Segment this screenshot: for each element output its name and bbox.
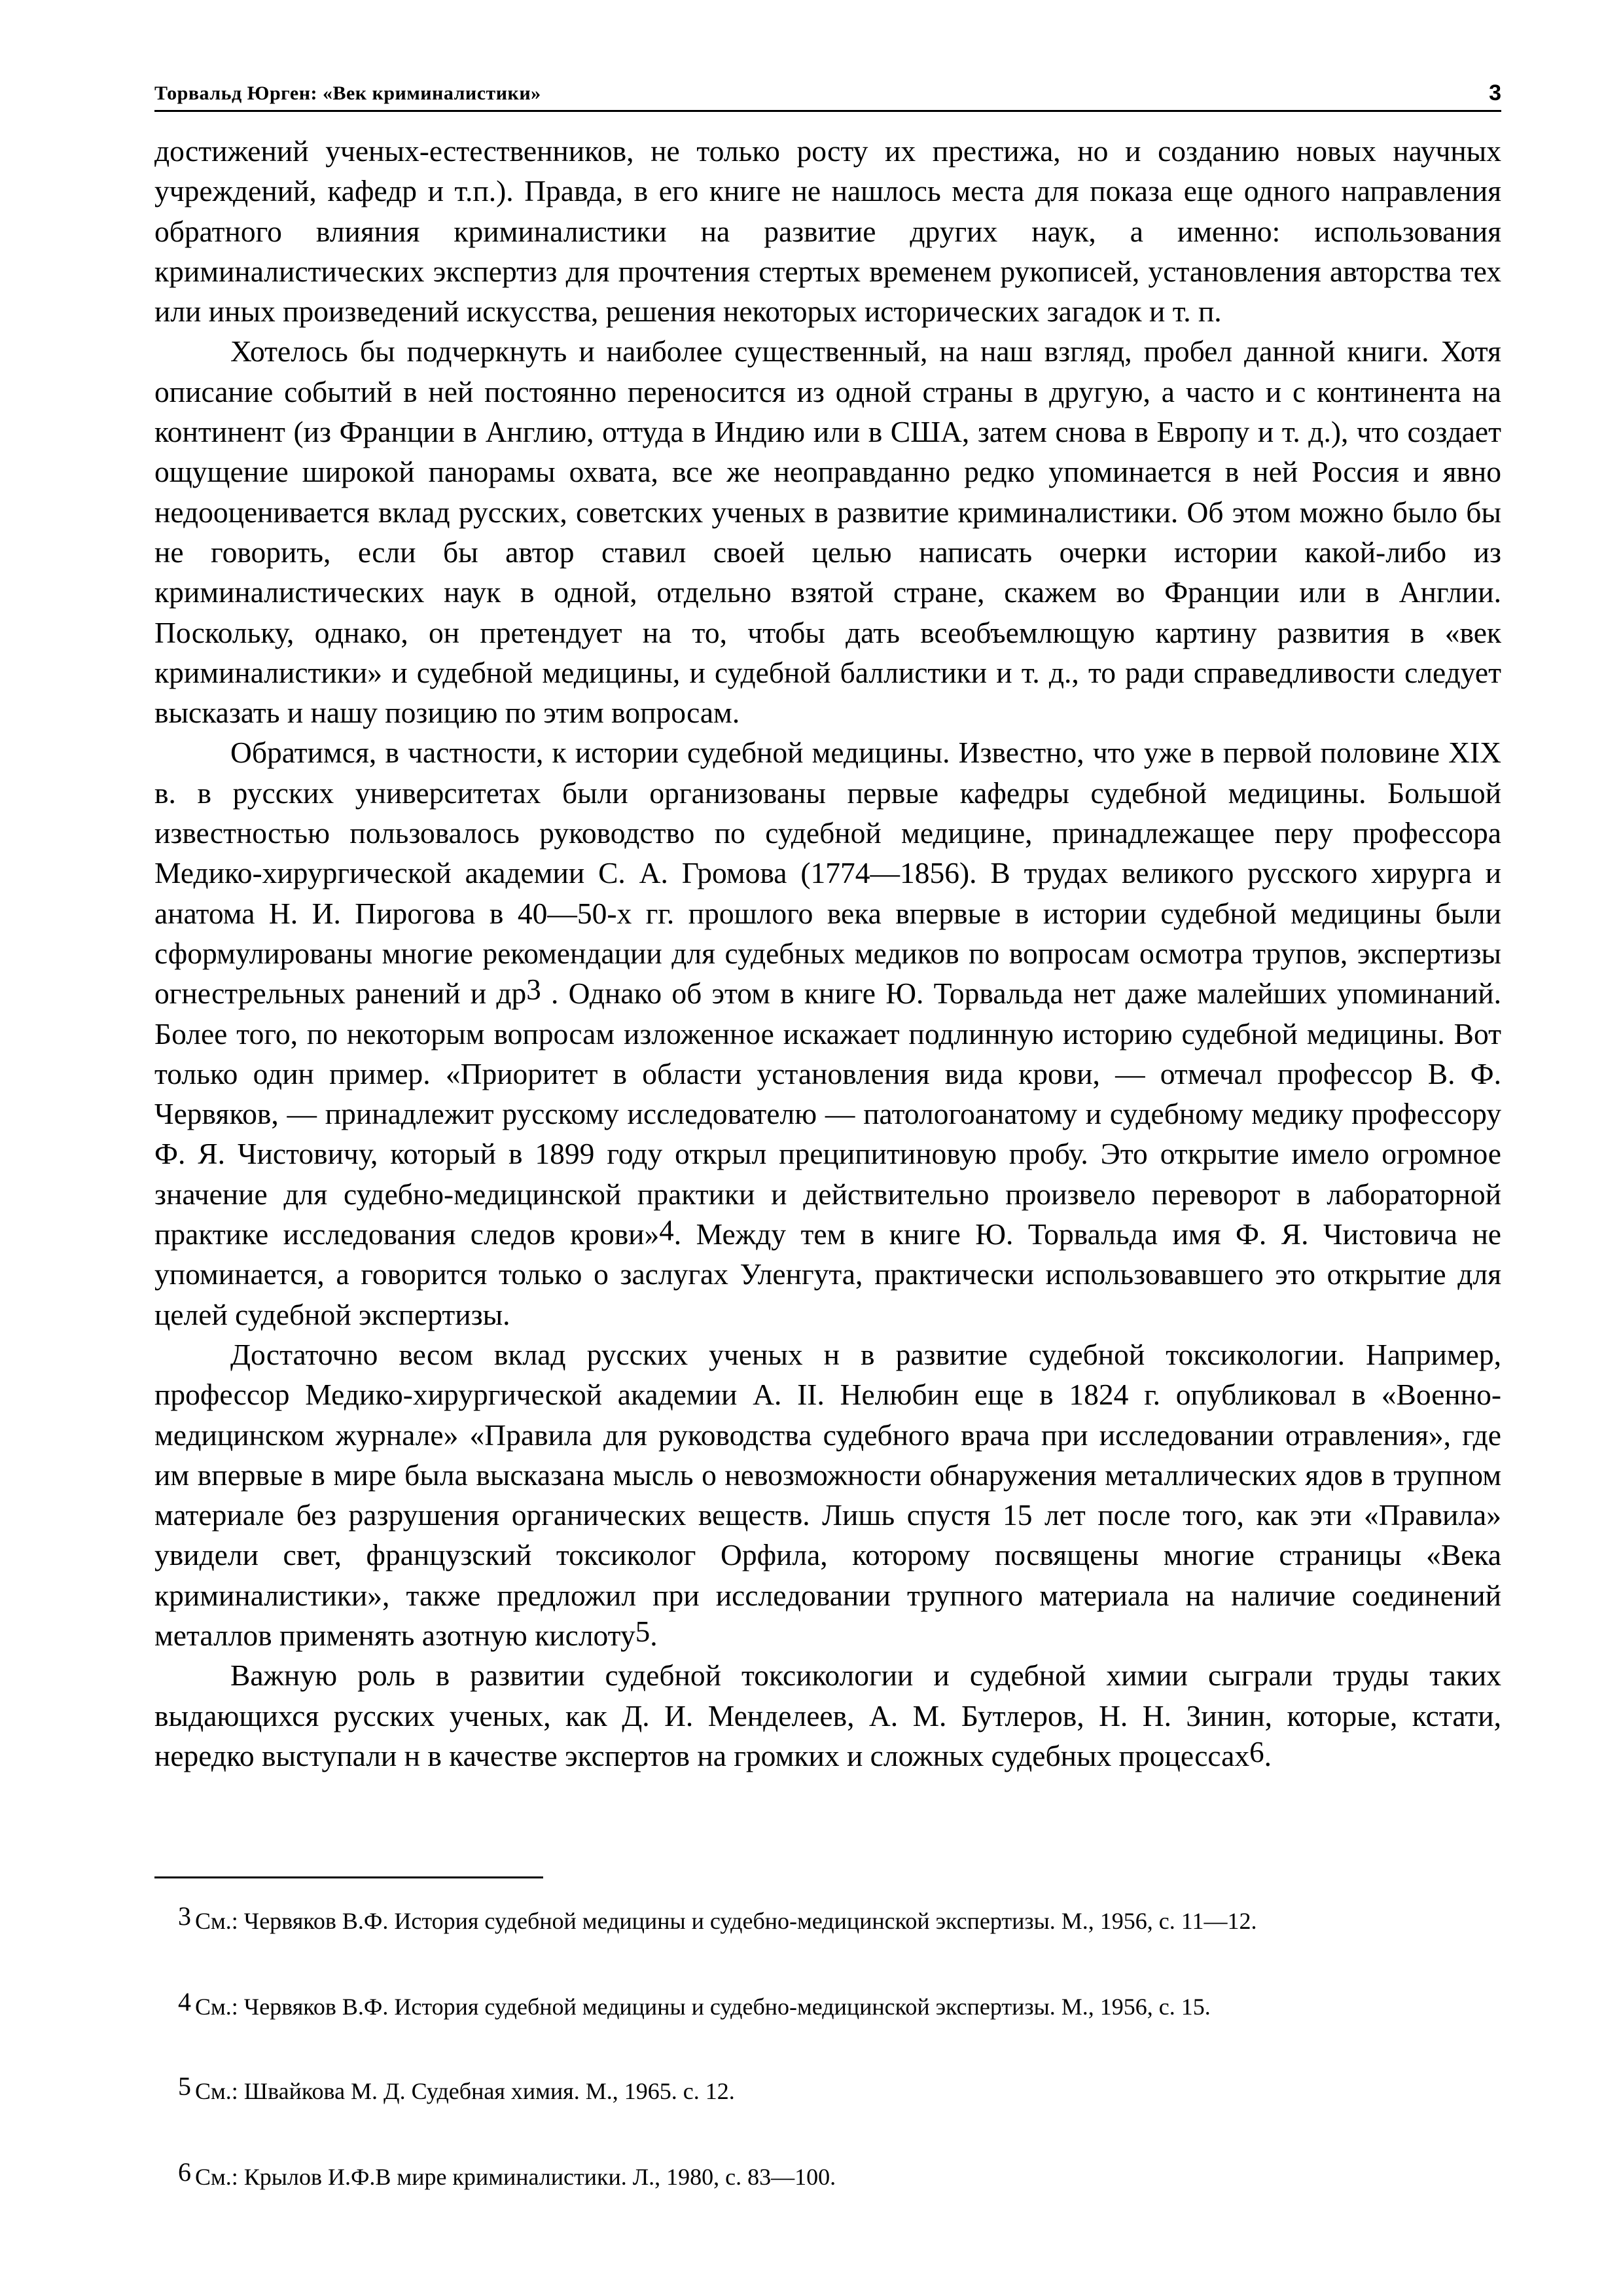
footnote-3-mark: 3 — [178, 1901, 191, 1931]
footnote-5-mark: 5 — [178, 2072, 191, 2101]
paragraph-1-text: достижений ученых-естественников, не только росту их престижа, но и созданию новых научных учреждений, кафедр и т.п.). Правда, в его книге не нашлось места для показа еще одного направления обратного влияния криминалистики на развитие других наук, а именно: использования криминалистических экспертиз для прочтения стертых временем рукописей, установления авторства тех или иных произведений искусства, решения некоторых исторических загадок и т. п. — [154, 134, 1501, 329]
footnote-3-text: См.: Червяков В.Ф. История судебной медицины и судебно-медицинской экспертизы. М., 1956, с. 11—12. — [195, 1908, 1257, 1934]
footnote-6-mark: 6 — [178, 2157, 191, 2187]
main-text — [154, 131, 1501, 1776]
paragraph-1 — [154, 131, 1501, 331]
paragraph-3-text-b: . Однако об этом в книге Ю. Торвальда нет даже малейших упоминаний. Более того, по некоторым вопросам изложенное искажает подлинную историю судебной медицины. Вот только один пример. «Приоритет в области установления вида крови, — отмечал профессор В. Ф. Червяков, — принадлежит русскому исследователю — патологоанатому и судебному медику профессору Ф. Я. Чистовичу, который в 1899 году открыл преципитиновую пробу. Это открытие имело огромное значение для судебно-медицинской практики и действительно произвело переворот в лабораторной практике исследования следов крови» — [154, 977, 1501, 1251]
header-title: Торвальд Юрген: «Век криминалистики» — [154, 82, 541, 104]
footnote-separator — [154, 1876, 543, 1878]
paragraph-2 — [154, 331, 1501, 732]
footnote-6-text: См.: Крылов И.Ф.В мире криминалистики. Л., 1980, с. 83—100. — [195, 2164, 836, 2190]
footnote-6 — [178, 2157, 1487, 2191]
paragraph-3-text-a: Обратимся, в частности, к истории судебной медицины. Известно, что уже в первой половине XIX в. в русских университетах были организованы первые кафедры судебной медицины. Большой известностью пользовалось руководство по судебной медицине, принадлежащее перу профессора Медико-хирургической академии С. А. Громова (1774—1856). В трудах великого русского хирурга и анатома Н. И. Пирогова в 40—50-х гг. прошлого века впервые в истории судебной медицины были сформулированы многие рекомендации для судебных медиков по вопросам осмотра трупов, экспертизы огнестрельных ранений и др — [154, 736, 1501, 1011]
paragraph-4 — [154, 1335, 1501, 1655]
paragraph-5 — [154, 1655, 1501, 1776]
footnote-5-text: См.: Швайкова М. Д. Судебная химия. М., 1965. с. 12. — [195, 2078, 735, 2104]
footnote-ref-4[interactable]: 4 — [659, 1214, 674, 1247]
footnote-4 — [178, 1987, 1487, 2021]
footnote-4-text: См.: Червяков В.Ф. История судебной медицины и судебно-медицинской экспертизы. М., 1956, с. 15. — [195, 1994, 1211, 2020]
footnote-4-mark: 4 — [178, 1987, 191, 2017]
footnote-ref-6[interactable]: 6 — [1249, 1735, 1264, 1768]
footnote-ref-5[interactable]: 5 — [635, 1615, 651, 1648]
paragraph-5-text-a: Важную роль в развитии судебной токсикологии и судебной химии сыграли труды таких выдающихся русских ученых, как Д. И. Менделеев, А. М. Бутлеров, Н. Н. Зинин, которые, кстати, нередко выступали н в качестве экспертов на громких и сложных судебных процессах — [154, 1659, 1501, 1772]
paragraph-4-text-a: Достаточно весом вклад русских ученых н в развитие судебной токсикологии. Например, профессор Медико-хирургической академии А. II. Нелюбин еще в 1824 г. опубликовал в «Военно-медицинском журнале» «Правила для руководства судебного врача при исследовании отравления», где им впервые в мире была высказана мысль о невозможности обнаружения металлических ядов в трупном материале без разрушения органических веществ. Лишь спустя 15 лет после того, как эти «Правила» увидели свет, французский токсиколог Орфила, которому посвящены многие страницы «Века криминалистики», также предложил при исследовании трупного материала на наличие соединений металлов применять азотную кислоту — [154, 1337, 1501, 1652]
footnote-ref-3[interactable]: 3 — [526, 973, 541, 1007]
footnote-3 — [178, 1901, 1487, 1935]
running-header — [154, 73, 1501, 112]
paragraph-2-text: Хотелось бы подчеркнуть и наиболее существенный, на наш взгляд, пробел данной книги. Хотя описание событий в ней постоянно переносится из одной страны в другую, а часто и с континента на континент (из Франции в Англию, оттуда в Индию или в США, затем снова в Европу и т. д.), что создает ощущение широкой панорамы охвата, все же неоправданно редко упоминается в ней Россия и явно недооценивается вклад русских, советских ученых в развитие криминалистики. Об этом можно было бы не говорить, если бы автор ставил своей целью написать очерки истории какой-либо из криминалистических наук в одной, отдельно взятой стране, скажем во Франции или в Англии. Поскольку, однако, он претендует на то, чтобы дать всеобъемлющую картину развития в «век криминалистики» и судебной медицины, и судебной баллистики и т. д., то ради справедливости следует высказать и нашу позицию по этим вопросам. — [154, 334, 1501, 730]
paragraph-4-text-b: . — [650, 1618, 658, 1652]
page-number: 3 — [1489, 81, 1501, 105]
paragraph-3 — [154, 732, 1501, 1334]
paragraph-3-text-c: . Между тем в книге Ю. Торвальда имя Ф. Я. Чистовича не упоминается, а говорится только о заслугах Уленгута, практически использовавшего это открытие для целей судебной экспертизы. — [154, 1217, 1502, 1331]
paragraph-5-text-b: . — [1264, 1738, 1272, 1772]
footnote-5 — [178, 2072, 1487, 2106]
